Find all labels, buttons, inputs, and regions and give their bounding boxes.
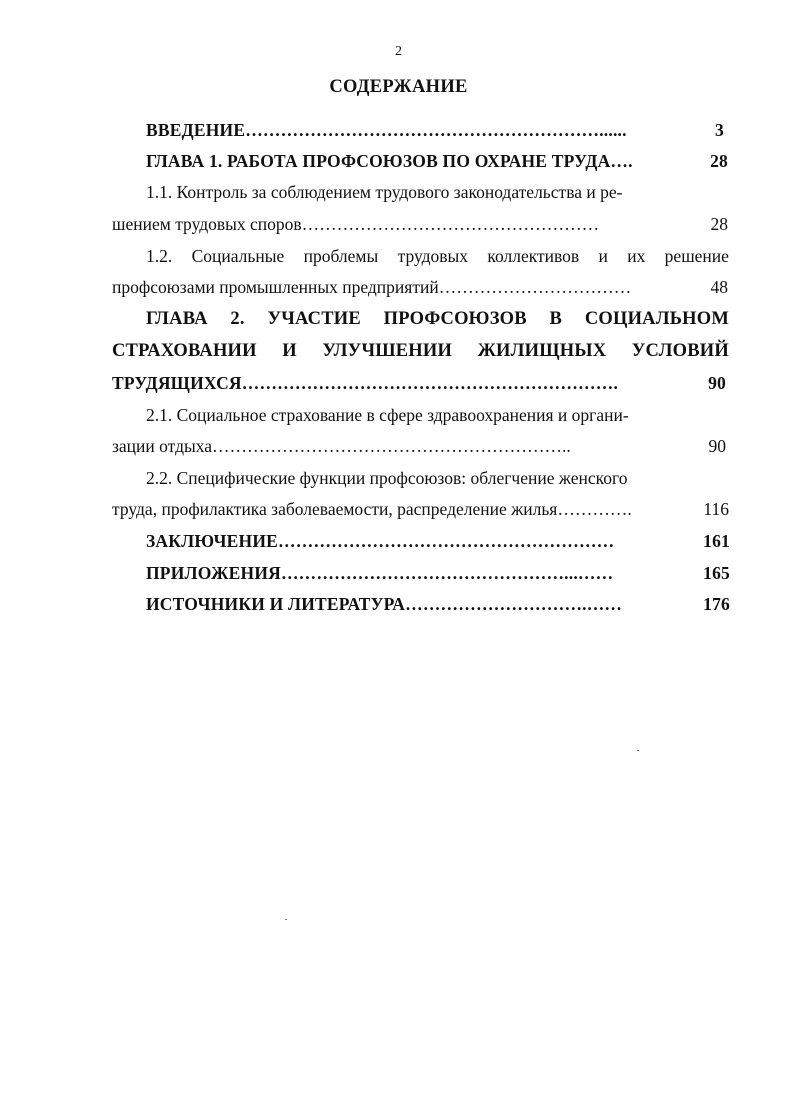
toc-word: УЧАСТИЕ [267, 309, 361, 329]
toc-entry-chapter-2-line-1 [146, 308, 729, 330]
toc-word: ЖИЛИЩНЫХ [477, 341, 607, 361]
toc-entry-section-1-2-line-2: профсоюзами промышленных предприятий…………………………… [112, 277, 632, 297]
toc-word: ПРОФСОЮЗОВ [383, 309, 527, 329]
toc-word: проблемы [303, 246, 379, 266]
toc-entry-chapter-1: ГЛАВА 1. РАБОТА ПРОФСОЮЗОВ ПО ОХРАНЕ ТРУДА…. [146, 151, 633, 171]
toc-entry-appendices: ПРИЛОЖЕНИЯ…………………………………………...…… [146, 563, 614, 583]
toc-page-conclusion: 161 [703, 531, 730, 551]
page-title: СОДЕРЖАНИЕ [329, 77, 468, 97]
toc-word: СОЦИАЛЬНОМ [584, 309, 729, 329]
toc-page-intro: 3 [715, 120, 724, 140]
scan-speck [637, 750, 639, 751]
page-number: 2 [395, 44, 402, 59]
toc-page-section-1-1: 28 [710, 214, 728, 234]
toc-page-chapter-1: 28 [710, 151, 728, 171]
toc-word: И [282, 341, 297, 361]
toc-entry-intro: ВВЕДЕНИЕ……………………………………………………...... [146, 120, 627, 140]
toc-entry-conclusion: ЗАКЛЮЧЕНИЕ………………………………………………… [146, 531, 615, 551]
toc-entry-chapter-2-line-2 [112, 340, 729, 362]
toc-word: В [549, 309, 563, 329]
toc-page-section-2-2: 116 [703, 499, 729, 519]
toc-entry-section-2-2-line-2: труда, профилактика заболеваемости, распределение жилья…………. [112, 499, 632, 519]
toc-word: трудовых [397, 246, 469, 266]
toc-entry-sources: ИСТОЧНИКИ И ЛИТЕРАТУРА………………………….…… [146, 594, 623, 614]
toc-word: коллективов [487, 246, 580, 266]
toc-word: ГЛАВА [146, 309, 208, 329]
toc-entry-section-2-1-line-2: зации отдыха…………………………………………………….. [112, 436, 571, 456]
toc-word: 1.2. [146, 246, 173, 266]
toc-entry-section-2-1-line-1: 2.1. Социальное страхование в сфере здравоохранения и органи- [146, 405, 629, 425]
toc-entry-section-1-2-line-1 [146, 245, 729, 267]
toc-word: УСЛОВИЙ [631, 341, 729, 361]
scan-speck [285, 919, 287, 920]
toc-word: решение [664, 246, 729, 266]
toc-word: Социальные [191, 246, 285, 266]
toc-page-appendices: 165 [703, 563, 730, 583]
toc-page-section-2-1: 90 [708, 436, 726, 456]
toc-word: УЛУЧШЕНИИ [322, 341, 453, 361]
toc-page-sources: 176 [703, 594, 730, 614]
toc-entry-section-1-1-line-1: 1.1. Контроль за соблюдением трудового законодательства и ре- [146, 182, 623, 202]
toc-entry-section-1-1-line-2: шением трудовых споров…………………………………………… [112, 214, 600, 234]
toc-word: 2. [230, 309, 245, 329]
toc-word: и [598, 246, 608, 266]
toc-word: их [627, 246, 646, 266]
toc-entry-chapter-2-line-3: ТРУДЯЩИХСЯ………………………………………………………. [112, 373, 619, 393]
toc-word: СТРАХОВАНИИ [112, 341, 257, 361]
toc-page-chapter-2: 90 [708, 373, 726, 393]
toc-entry-section-2-2-line-1: 2.2. Специфические функции профсоюзов: облегчение женского [146, 468, 628, 488]
toc-page-section-1-2: 48 [710, 277, 728, 297]
